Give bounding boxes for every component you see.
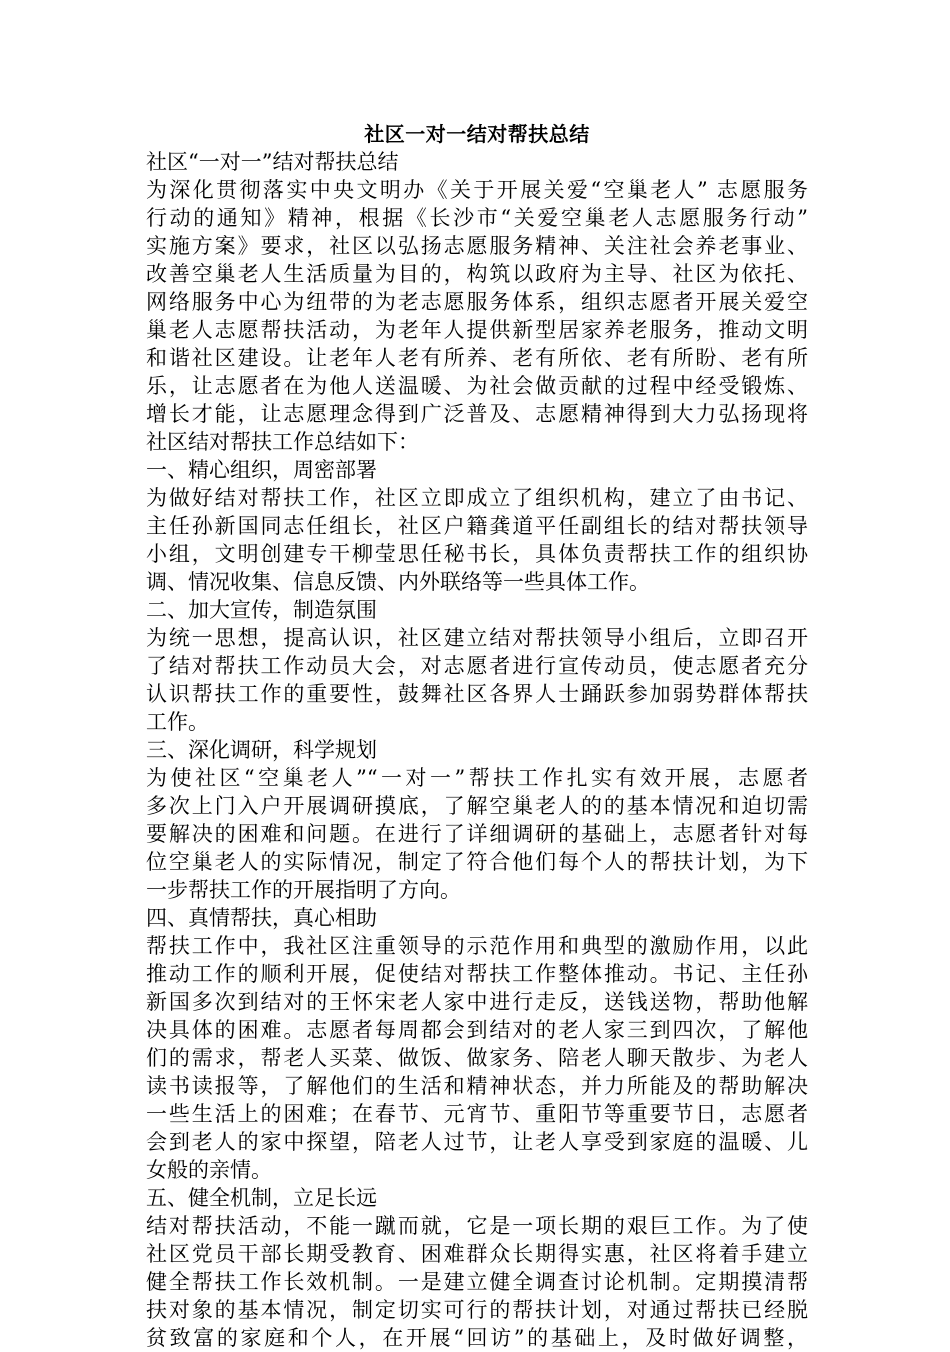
text-line: 乐，让志愿者在为他人送温暖、为社会做贡献的过程中经受锻炼、 — [146, 374, 808, 398]
text-line: 改善空巢老人生活质量为目的，构筑以政府为主导、社区为依托、 — [146, 262, 808, 286]
text-line: 行动的通知》精神，根据《长沙市“关爱空巢老人志愿服务行动” — [146, 206, 808, 230]
text-line: 推动工作的顺利开展，促使结对帮扶工作整体推动。书记、主任孙 — [146, 962, 808, 986]
text-line: 多次上门入户开展调研摸底，了解空巢老人的的基本情况和迫切需 — [146, 794, 808, 818]
text-line: 小组，文明创建专干柳莹思任秘书长，具体负责帮扶工作的组织协 — [146, 542, 808, 566]
text-line: 新国多次到结对的王怀宋老人家中进行走反，送钱送物，帮助他解 — [146, 990, 808, 1014]
text-line: 帮扶工作中，我社区注重领导的示范作用和典型的激励作用，以此 — [146, 934, 808, 958]
text-line: 位空巢老人的实际情况，制定了符合他们每个人的帮扶计划，为下 — [146, 850, 808, 874]
text-line: 增长才能，让志愿理念得到广泛普及、志愿精神得到大力弘扬现将 — [146, 402, 808, 426]
text-line: 二、加大宣传，制造氛围 — [146, 598, 377, 622]
document-title: 社区一对一结对帮扶总结 — [364, 122, 590, 146]
text-line: 健全帮扶工作长效机制。一是建立健全调查讨论机制。定期摸清帮 — [146, 1270, 808, 1294]
text-line: 巢老人志愿帮扶活动，为老年人提供新型居家养老服务，推动文明 — [146, 318, 808, 342]
text-line: 要解决的困难和问题。在进行了详细调研的基础上，志愿者针对每 — [146, 822, 808, 846]
document-body — [146, 148, 808, 1352]
document-page — [146, 120, 808, 1352]
text-line: 为深化贯彻落实中央文明办《关于开展关爱“空巢老人” 志愿服务 — [146, 178, 808, 202]
text-line: 三、深化调研，科学规划 — [146, 738, 377, 762]
text-line: 一、精心组织，周密部署 — [146, 458, 377, 482]
text-line: 主任孙新国同志任组长，社区户籍龚道平任副组长的结对帮扶领导 — [146, 514, 808, 538]
text-line: 社区党员干部长期受教育、困难群众长期得实惠，社区将着手建立 — [146, 1242, 808, 1266]
text-line: 一步帮扶工作的开展指明了方向。 — [146, 878, 461, 902]
text-line: 社区“一对一”结对帮扶总结 — [146, 150, 399, 174]
text-line: 网络服务中心为纽带的为老志愿服务体系，组织志愿者开展关爱空 — [146, 290, 808, 314]
text-line: 工作。 — [146, 710, 209, 734]
text-line: 扶对象的基本情况，制定切实可行的帮扶计划，对通过帮扶已经脱 — [146, 1298, 808, 1322]
text-line: 贫致富的家庭和个人，在开展“回访”的基础上，及时做好调整， — [146, 1326, 808, 1350]
text-line: 为统一思想，提高认识，社区建立结对帮扶领导小组后，立即召开 — [146, 626, 808, 650]
text-line: 决具体的困难。志愿者每周都会到结对的老人家三到四次，了解他 — [146, 1018, 808, 1042]
text-line: 五、健全机制，立足长远 — [146, 1186, 377, 1210]
text-line: 读书读报等，了解他们的生活和精神状态，并力所能及的帮助解决 — [146, 1074, 808, 1098]
text-line: 为做好结对帮扶工作，社区立即成立了组织机构，建立了由书记、 — [146, 486, 808, 510]
text-line: 社区结对帮扶工作总结如下： — [146, 430, 419, 454]
text-line: 们的需求，帮老人买菜、做饭、做家务、陪老人聊天散步、为老人 — [146, 1046, 808, 1070]
text-line: 和谐社区建设。让老年人老有所养、老有所依、老有所盼、老有所 — [146, 346, 808, 370]
text-line: 会到老人的家中探望，陪老人过节，让老人享受到家庭的温暖、儿 — [146, 1130, 808, 1154]
text-line: 了结对帮扶工作动员大会，对志愿者进行宣传动员，使志愿者充分 — [146, 654, 808, 678]
text-line: 实施方案》要求，社区以弘扬志愿服务精神、关注社会养老事业、 — [146, 234, 808, 258]
text-line: 一些生活上的困难；在春节、元宵节、重阳节等重要节日，志愿者 — [146, 1102, 808, 1126]
text-line: 四、真情帮扶，真心相助 — [146, 906, 377, 930]
text-line: 认识帮扶工作的重要性，鼓舞社区各界人士踊跃参加弱势群体帮扶 — [146, 682, 808, 706]
text-line: 为使社区“空巢老人”“一对一”帮扶工作扎实有效开展，志愿者 — [146, 766, 808, 790]
text-line: 结对帮扶活动，不能一蹴而就，它是一项长期的艰巨工作。为了使 — [146, 1214, 808, 1238]
text-line: 女般的亲情。 — [146, 1158, 272, 1182]
text-line: 调、情况收集、信息反馈、内外联络等一些具体工作。 — [146, 570, 650, 594]
